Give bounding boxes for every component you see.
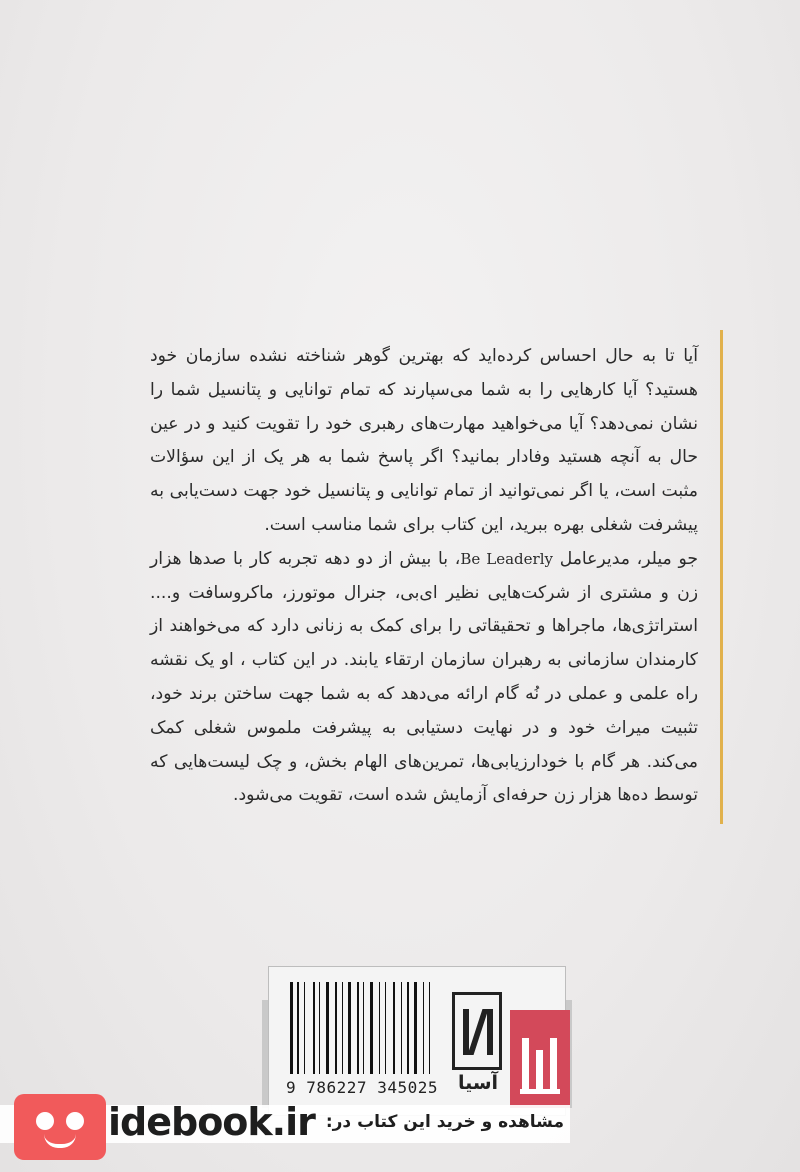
blurb-paragraph-1: آیا تا به حال احساس کرده‌اید که بهترین گوهر شناخته نشده سازمان خود هستید؟ آیا کارهایی را به شما می‌سپارند که تمام توانایی و پتانسیل شما را نشان نمی‌دهد؟ آیا می‌خواهید مهارت‌های رهبری خود را تقویت کنید و در عین حال به آنچه هستید وفادار بمانید؟ اگر پاسخ شما به هر یک از این سؤالات مثبت است، یا اگر نمی‌توانید از تمام توانایی و پتانسیل خود جهت دست‌یابی به پیشرفت شغلی بهره ببرید، این کتاب برای شما مناسب است. [150, 346, 698, 535]
paragraph-2-body: ، با بیش از دو دهه تجربه کار با صدها هزار زن و مشتری از شرکت‌هایی نظیر ای‌بی، جنرال موتورز، ماکروسافت و.... استراتژی‌ها، ماجراها و تحقیقاتی را برای کمک به زنانی دارد که می‌خواهند از کارمندان سازمانی به رهبران سازمان ارتقاء یابند. در این کتاب ، او یک نقشه راه علمی و عملی در نُه گام ارائه می‌دهد که به شما جهت ساختن برند خود، تثبیت میراث خود و در نهایت دستیابی به پیشرفت ملموس شغلی کمک می‌کند. هر گام با خودارزیابی‌ها، تمرین‌های الهام بخش، و چک لیست‌هایی که توسط ده‌ها هزار زن حرفه‌ای آزمایش شده است، تقویت می‌شود. [150, 548, 698, 806]
blurb-block [140, 330, 723, 824]
publisher-logo-icon [452, 992, 502, 1070]
isbn-barcode [290, 982, 440, 1074]
watermark-logo[interactable]: idebook.ir [108, 1100, 315, 1144]
blurb-paragraph-2 [150, 543, 698, 813]
watermark-cta[interactable]: مشاهده و خرید این کتاب در: [325, 1112, 564, 1132]
publisher-name: آسیا [457, 1072, 499, 1094]
blurb-text [150, 340, 698, 813]
isbn-number: 9 786227 345025 [286, 1078, 438, 1097]
publisher-emblem-icon [510, 1010, 570, 1108]
smiley-book-icon[interactable] [14, 1094, 106, 1160]
paragraph-2-intro: جو میلر، مدیرعامل [552, 548, 698, 569]
company-name: Be Leaderly [460, 549, 553, 568]
